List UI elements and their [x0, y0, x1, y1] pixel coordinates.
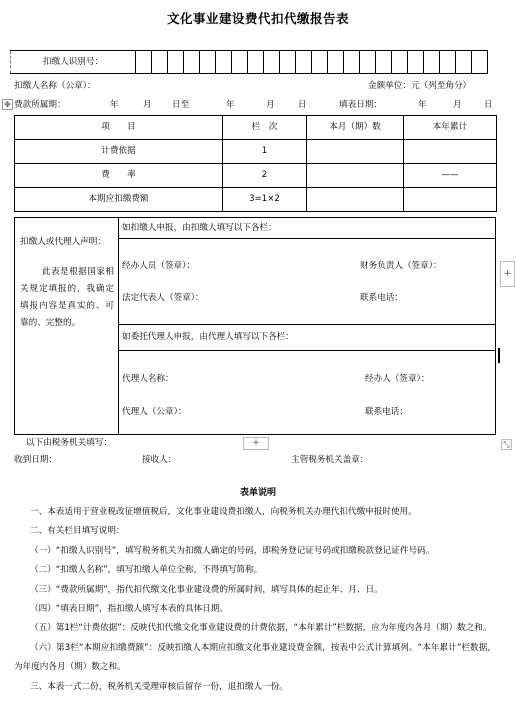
id-digit-cell[interactable] — [280, 51, 296, 73]
period-label: 费款所属期： — [14, 100, 66, 110]
declaration-title: 扣缴人或代理人声明： — [20, 237, 106, 247]
note-item: （六）第3栏“本期应扣缴费额”：反映扣缴人本期应扣缴文化事业建设费金额，按表中公式计算填列。“本年累计”栏数据，为年度内各月（期）数之和。 — [14, 642, 496, 673]
id-digit-cell[interactable] — [296, 51, 312, 73]
id-digit-cell[interactable] — [248, 51, 264, 73]
fee-table — [14, 115, 497, 212]
id-digit-cell[interactable] — [264, 51, 280, 73]
period-to-day: 日 — [298, 100, 307, 110]
note-item: （三）“费款所属期”，指代扣代缴文化事业建设费的所属时间，填写具体的起止年、月、日。 — [30, 584, 383, 595]
amount-unit-label: 金额单位：元（列至角分） — [368, 81, 472, 91]
row-month-input[interactable] — [307, 140, 404, 164]
tax-office-seal-label: 主管税务机关盖章： — [291, 455, 369, 465]
resize-handle-icon[interactable]: ⤡ — [501, 439, 512, 450]
add-column-icon[interactable]: + — [500, 261, 515, 287]
id-digit-cell[interactable] — [344, 51, 360, 73]
form-title: 文化事业建设费代扣代缴报告表 — [166, 11, 349, 26]
id-digit-cell[interactable] — [168, 51, 184, 73]
note-item: （二）“扣缴人名称”，填写扣缴人单位全称，不得填写简称。 — [30, 565, 263, 576]
declaration-body: 此表是根据国家相关规定填报的，我确定填报内容是真实的、可靠的、完整的。 — [20, 267, 114, 328]
id-digit-cell[interactable] — [216, 51, 232, 73]
period-from-year: 年 — [110, 100, 119, 110]
row-column-no: 1 — [223, 140, 307, 164]
table-row — [15, 188, 497, 212]
note-item: 一、本表适用于营业税改征增值税后，文化事业建设费扣缴人，向税务机关办理代扣代缴申报时使用。 — [30, 507, 417, 517]
row-item: 本期应扣缴费额 — [15, 188, 223, 212]
id-digit-cell[interactable] — [424, 51, 440, 73]
add-row-icon[interactable]: + — [243, 437, 269, 450]
id-digit-cell[interactable] — [312, 51, 328, 73]
declaration-section — [14, 217, 496, 435]
legal-rep-sign-label: 法定代表人（签章）： — [122, 293, 204, 303]
row-month-input[interactable] — [307, 164, 404, 188]
agent-phone-label: 联系电话： — [365, 407, 408, 417]
table-row — [15, 140, 497, 164]
notes-title: 表单说明 — [239, 488, 276, 498]
row-month-input[interactable] — [307, 188, 404, 212]
header-year-total: 本年累计 — [404, 116, 497, 140]
note-item: （五）第1栏“计费依据”：反映代扣代缴文化事业建设费的计费依据，“本年累计”栏数据，应为年度内各月（期）数之和。 — [30, 623, 492, 634]
divider — [118, 350, 495, 351]
header-item: 项 目 — [15, 116, 223, 140]
table-row — [15, 164, 497, 188]
row-year-input[interactable] — [404, 140, 497, 164]
agent-seal-label: 代理人（公章）： — [122, 407, 187, 417]
fill-date-label: 填表日期： — [339, 100, 382, 110]
row-year-input[interactable] — [404, 188, 497, 212]
note-item: （一）“扣缴人识别号”，填写税务机关为扣缴人确定的号码，即税务登记证号码或扣缴税款登记证件号码。 — [30, 545, 435, 556]
self-filing-header: 如扣缴人申报，由扣缴人填写以下各栏： — [122, 223, 277, 233]
note-item: （四）“填表日期”，指扣缴人填写本表的具体日期。 — [30, 604, 228, 615]
id-digit-cell[interactable] — [376, 51, 392, 73]
notes-body — [14, 503, 496, 697]
tax-office-fill-label: 以下由税务机关填写： — [26, 438, 112, 448]
withholder-id-box — [10, 50, 488, 74]
note-item: 三、本表一式二份，税务机关受理审核后留存一份，退扣缴人一份。 — [30, 681, 288, 692]
row-item: 计费依据 — [15, 140, 223, 164]
id-digit-cell[interactable] — [136, 51, 152, 73]
row-year-dash: —— — [404, 164, 497, 188]
fill-month: 月 — [453, 100, 462, 110]
id-digit-cell[interactable] — [440, 51, 456, 73]
agent-filing-header: 如委托代理人申报，由代理人填写以下各栏： — [122, 332, 294, 342]
phone-label: 联系电话： — [360, 293, 403, 303]
id-digit-cell[interactable] — [408, 51, 424, 73]
id-digit-cell[interactable] — [152, 51, 168, 73]
finance-sign-label: 财务负责人（签章）： — [360, 261, 442, 271]
id-digit-cell[interactable] — [184, 51, 200, 73]
row-item: 费 率 — [15, 164, 223, 188]
divider — [118, 238, 495, 239]
agent-name-label: 代理人名称： — [122, 374, 174, 384]
move-handle-icon[interactable]: ✥ — [2, 99, 13, 110]
id-digit-cell[interactable] — [200, 51, 216, 73]
fill-year: 年 — [418, 100, 427, 110]
header-month-amount: 本月（期）数 — [307, 116, 404, 140]
withholder-name-label: 扣缴人名称（公章）： — [14, 81, 96, 91]
id-digit-cell[interactable] — [472, 51, 488, 73]
row-column-no: 3=1×2 — [223, 188, 307, 212]
period-to-month: 月 — [266, 100, 275, 110]
divider — [118, 324, 495, 325]
period-to-year: 年 — [226, 100, 235, 110]
period-from-month: 月 — [143, 100, 152, 110]
period-from-day: 日至 — [172, 100, 190, 110]
receive-date-label: 收到日期： — [14, 455, 57, 465]
note-item: 二、有关栏目填写说明： — [30, 526, 125, 537]
receiver-label: 接收人： — [142, 455, 177, 465]
agent-handler-label: 经办人（签章）： — [365, 374, 430, 384]
withholder-id-label: 扣缴人识别号： — [10, 51, 136, 73]
declaration-statement — [15, 218, 119, 434]
cursor-mark — [498, 348, 500, 363]
id-digit-cell[interactable] — [456, 51, 472, 73]
id-digit-cell[interactable] — [232, 51, 248, 73]
fill-day: 日 — [484, 100, 493, 110]
row-column-no: 2 — [223, 164, 307, 188]
handler-sign-label: 经办人员（签章）： — [122, 261, 196, 271]
header-column-no: 栏 次 — [223, 116, 307, 140]
table-header-row — [15, 116, 497, 140]
id-digit-cell[interactable] — [360, 51, 376, 73]
id-digit-cell[interactable] — [328, 51, 344, 73]
id-digit-cell[interactable] — [392, 51, 408, 73]
